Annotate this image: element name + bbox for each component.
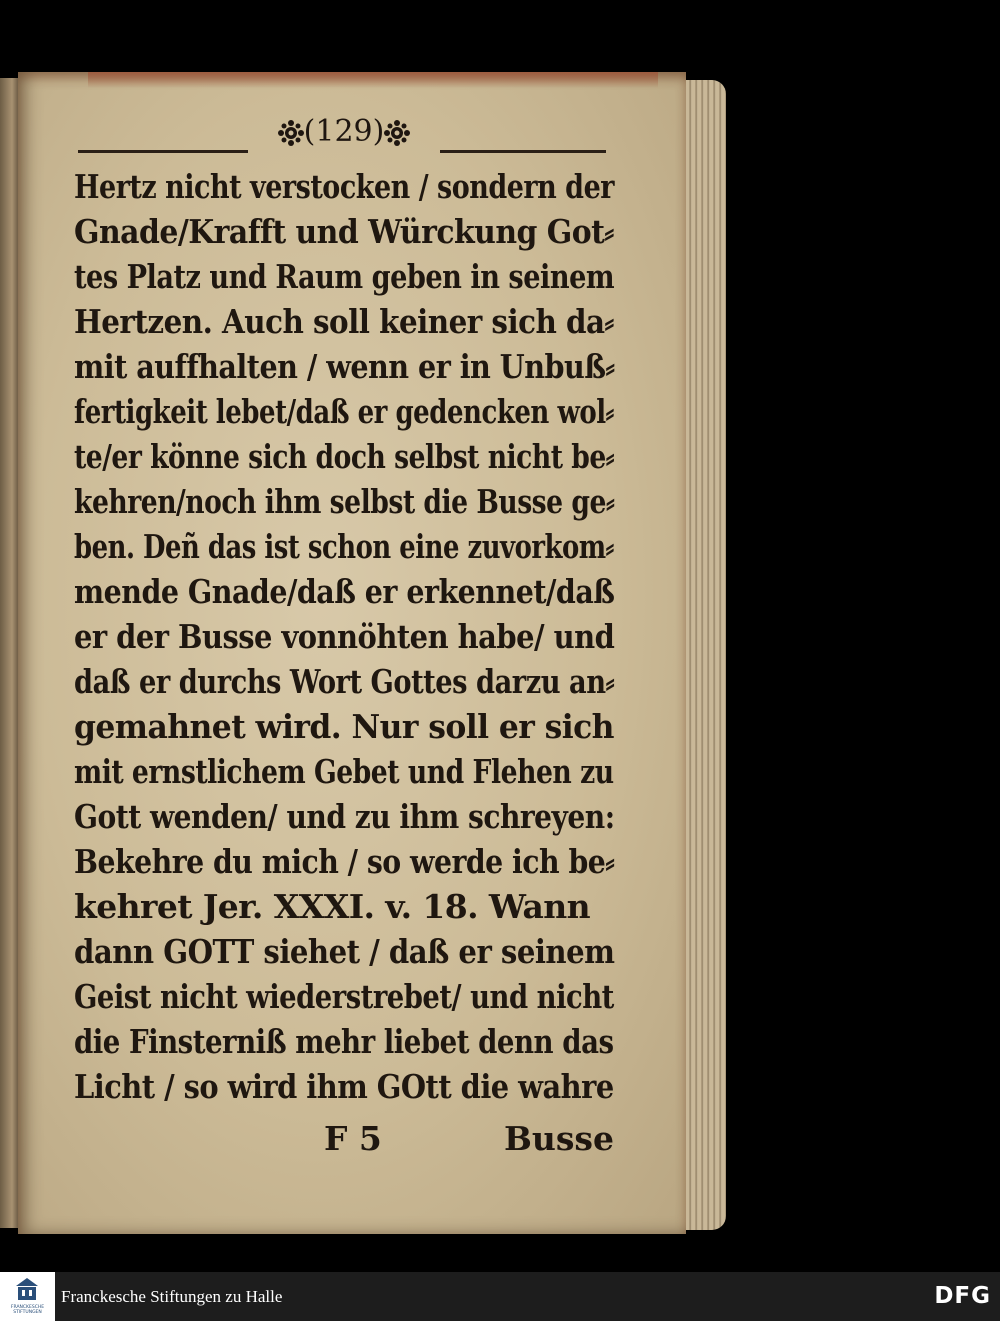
text-line: ben. Deñ das ist schon eine zuvorkom⸗ <box>74 527 614 566</box>
text-line: Geist nicht wiederstrebet/ und nicht <box>74 977 614 1016</box>
text-line: Gott wenden/ und zu ihm schreyen: <box>74 797 615 836</box>
text-line: daß er durchs Wort Gottes darzu an⸗ <box>74 662 615 701</box>
text-line: kehret Jer. XXXI. v. 18. Wann <box>74 887 591 926</box>
top-edge-stain <box>88 72 658 88</box>
page-header <box>78 110 606 160</box>
institution-name[interactable]: Franckesche Stiftungen zu Halle <box>61 1287 283 1306</box>
page-number: (129) <box>303 114 385 149</box>
folio <box>256 110 432 154</box>
book-page <box>18 72 686 1234</box>
text-line: Gnade/Krafft und Würckung Got⸗ <box>74 212 614 251</box>
text-line: gemahnet wird. Nur soll er sich <box>74 707 614 746</box>
building-icon <box>14 1277 40 1303</box>
text-line: dann GOTT siehet / daß er seinem <box>74 932 615 971</box>
signature-line <box>74 1116 614 1161</box>
text-line: te/er könne sich doch selbst nicht be⸗ <box>74 437 615 476</box>
text-line: mit auffhalten / wenn er in Unbuß⸗ <box>74 347 615 386</box>
text-line: Licht / so wird ihm GOtt die wahre <box>74 1067 614 1106</box>
text-line: Hertz nicht verstocken / sondern der <box>74 167 614 206</box>
text-line: kehren/noch ihm selbst die Busse ge⸗ <box>74 482 615 521</box>
text-line: fertigkeit lebet/daß er gedencken wol⸗ <box>74 392 614 431</box>
institution-logo[interactable] <box>0 1272 55 1321</box>
text-line: Hertzen. Auch soll keiner sich da⸗ <box>74 302 614 341</box>
text-line: Bekehre du mich / so werde ich be⸗ <box>74 842 615 881</box>
text-line: mit ernstlichem Gebet und Flehen zu <box>74 752 614 791</box>
floral-ornament-icon <box>384 120 410 146</box>
header-rule-right <box>440 150 606 153</box>
logo-text: FRANCKESCHE STIFTUNGEN <box>10 1305 45 1315</box>
signature-mark: F 5 <box>324 1119 382 1158</box>
body-text <box>74 164 614 1109</box>
viewer-footer <box>0 1272 1000 1321</box>
left-page-edge <box>0 78 20 1228</box>
floral-ornament-icon <box>278 120 304 146</box>
text-line: er der Busse vonnöhten habe/ und <box>74 617 615 656</box>
text-line: mende Gnade/daß er erkennet/daß <box>74 572 615 611</box>
dfg-logo[interactable]: DFG <box>934 1283 991 1309</box>
header-rule-left <box>78 150 248 153</box>
text-line: tes Platz und Raum geben in seinem <box>74 257 615 296</box>
text-line: die Finsterniß mehr liebet denn das <box>74 1022 614 1061</box>
catchword: Busse <box>503 1119 614 1158</box>
